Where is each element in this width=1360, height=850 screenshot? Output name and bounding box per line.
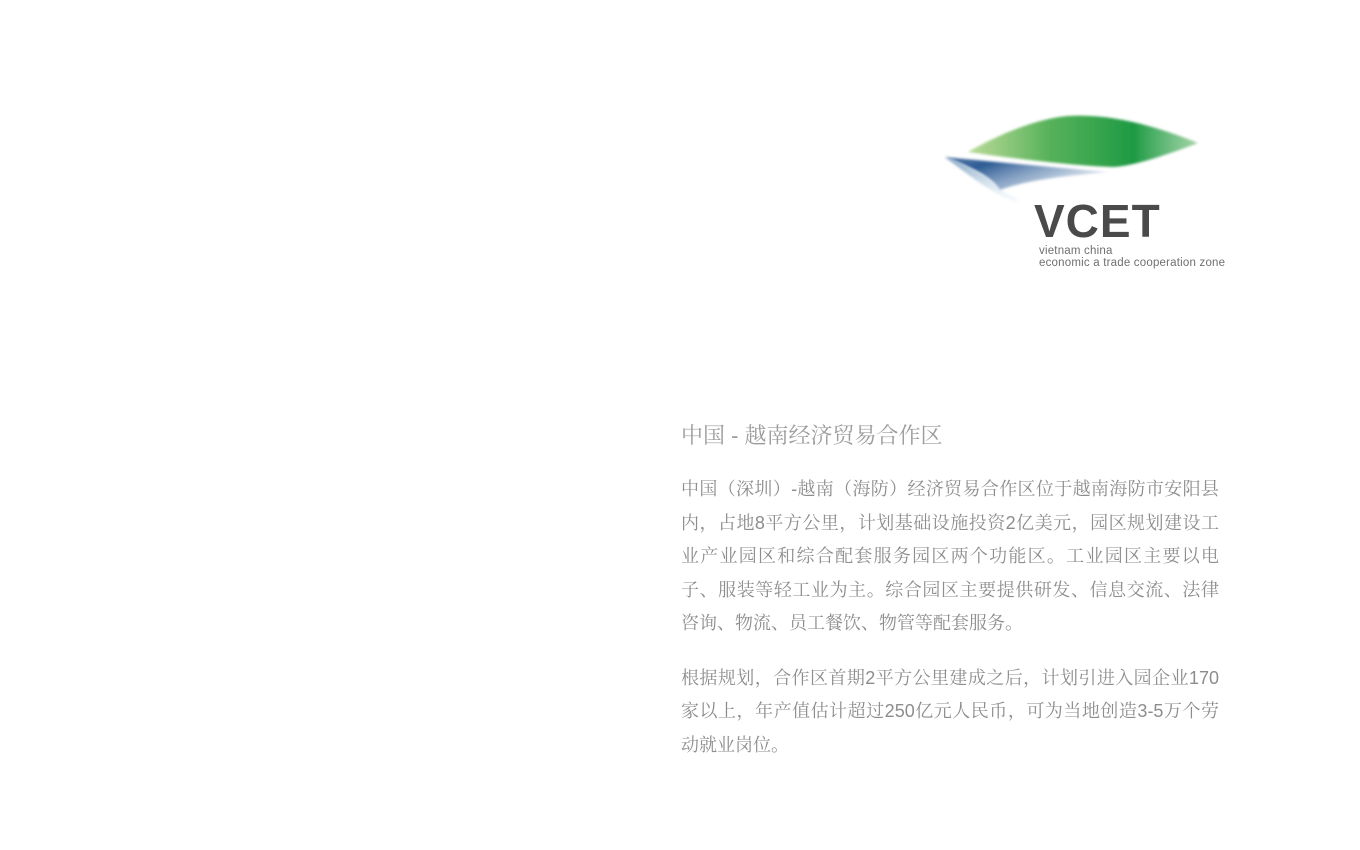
logo-tagline-line1: vietnam china <box>1039 245 1113 257</box>
page-title: 中国 - 越南经济贸易合作区 <box>681 423 943 448</box>
body-paragraph-1: 中国（深圳）-越南（海防）经济贸易合作区位于越南海防市安阳县内，占地8平方公里，计划基础设施投资2亿美元，园区规划建设工业产业园区和综合配套服务园区两个功能区。工业园区主要以电子、服装等轻工业为主。综合园区主要提供研发、信息交流、法律咨询、物流、员工餐饮、物管等配套服务。 <box>681 479 1219 633</box>
body-paragraph-2: 根据规划，合作区首期2平方公里建成之后，计划引进入园企业170家以上，年产值估计超过250亿元人民币，可为当地创造3-5万个劳动就业岗位。 <box>681 667 1219 755</box>
logo-tagline <box>1039 246 1225 270</box>
vcet-logo <box>938 106 1226 272</box>
content-section <box>681 420 1219 783</box>
logo-wordmark: VCET <box>1034 195 1161 247</box>
logo-tagline-line2: economic a trade cooperation zone <box>1039 257 1226 269</box>
